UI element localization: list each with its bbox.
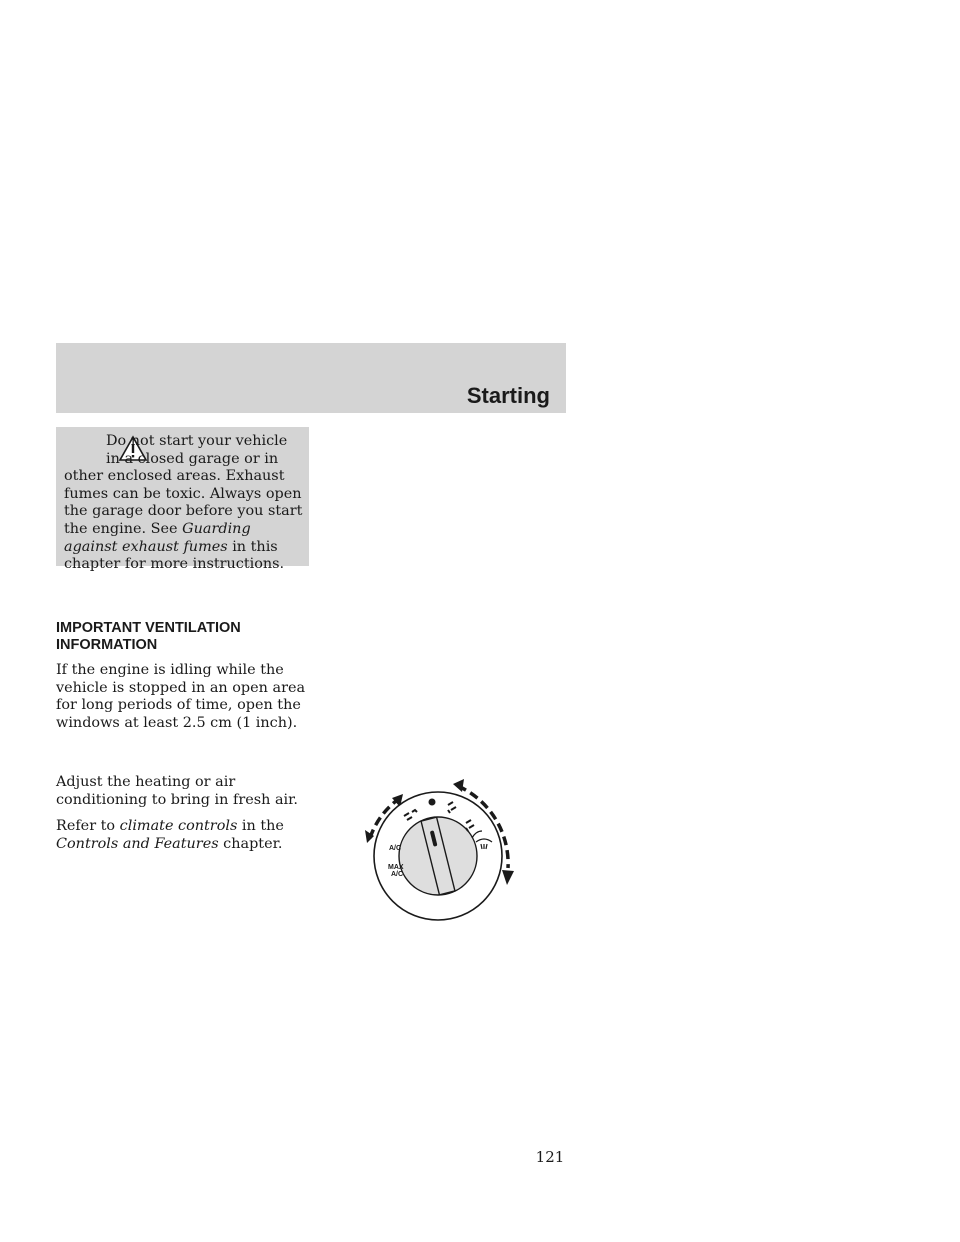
- paragraph-adjust: Adjust the heating or air conditioning to bring in fresh air.: [56, 774, 298, 808]
- paragraph-refer: Refer to climate controls in the Controls and Features chapter.: [56, 818, 284, 852]
- section-heading: IMPORTANT VENTILATION INFORMATION: [56, 620, 241, 653]
- ac-label: A/C: [389, 845, 402, 852]
- climate-control-dial: [350, 768, 530, 928]
- max-label: MAX: [388, 864, 404, 871]
- warning-box: [56, 427, 309, 573]
- warning-link-text: Guarding against exhaust fumes: [64, 520, 251, 555]
- chapter-title: Starting: [466, 383, 550, 408]
- off-dot-icon: [429, 799, 436, 806]
- paragraph-idling: If the engine is idling while the vehicle is stopped in an open area for long periods of time, open the windows at least 2.5 cm (1 inch).: [56, 662, 306, 731]
- page-number: 121: [535, 1148, 565, 1166]
- max-ac-label: A/C: [391, 871, 404, 878]
- chapter-header: [56, 343, 566, 413]
- warning-text: Do not start your vehicle in a closed garage or in other enclosed areas. Exhaust fumes can be toxic. Always open the garage door before you start the engine. See Guarding against exhaust fumes in this chapter for more instructions.: [64, 433, 303, 573]
